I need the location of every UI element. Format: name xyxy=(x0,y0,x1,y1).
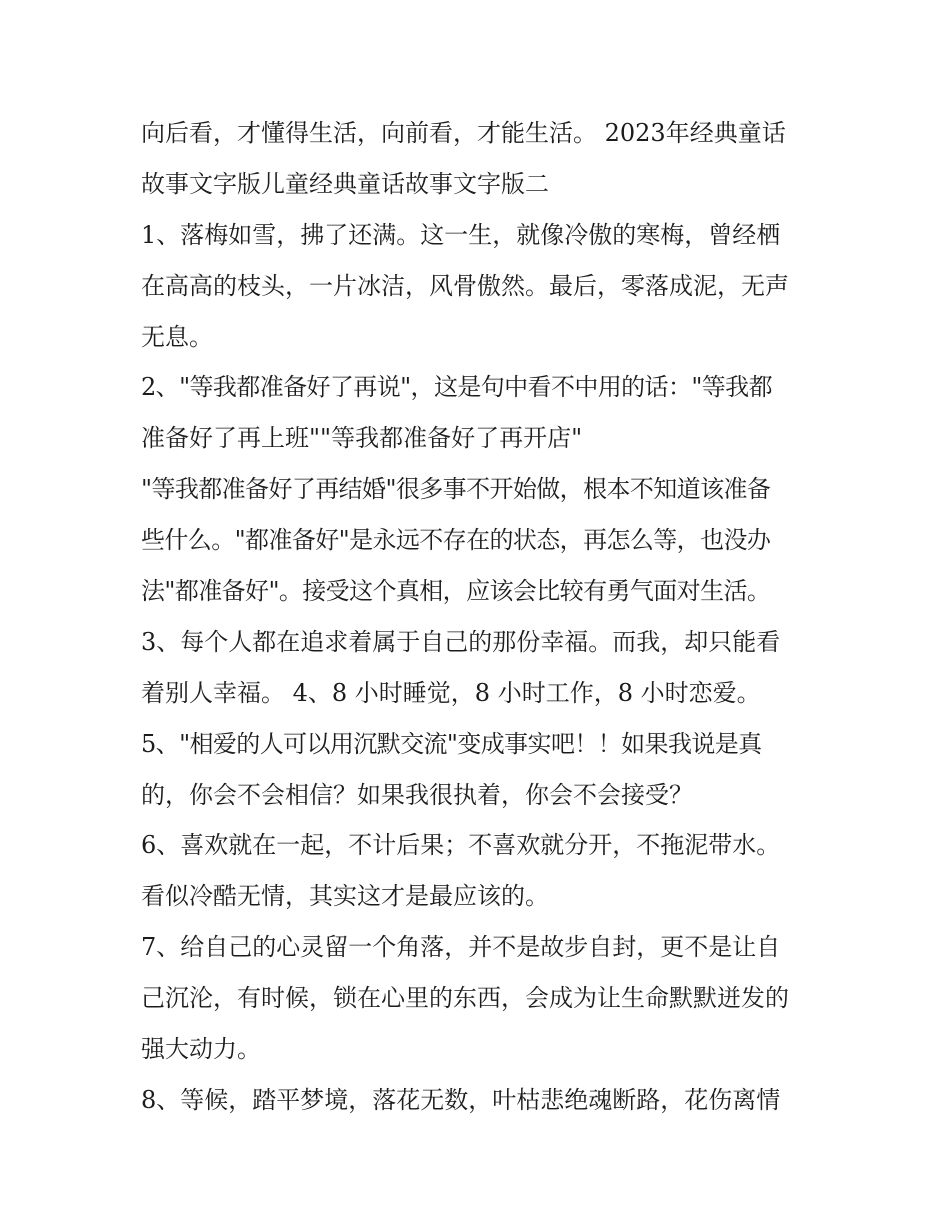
text-line-13: 5、"相爱的人可以用沉默交流"变成事实吧！！如果我说是真 xyxy=(141,729,762,758)
text-line-11: 3、每个人都在追求着属于自己的那份幸福。而我，却只能看 xyxy=(141,627,781,656)
document-body xyxy=(141,108,821,1126)
text-line-17: 7、给自己的心灵留一个角落，并不是故步自封，更不是让自 xyxy=(141,933,781,962)
text-line-19: 强大动力。 xyxy=(141,1035,261,1064)
text-line-5: 无息。 xyxy=(141,322,213,351)
text-line-3: 1、落梅如雪，拂了还满。这一生，就像冷傲的寒梅，曾经栖 xyxy=(141,220,781,249)
text-line-2: 故事文字版儿童经典童话故事文字版二 xyxy=(141,169,549,198)
text-line-20: 8、等候，踏平梦境，落花无数，叶枯悲绝魂断路，花伤离情 xyxy=(141,1085,781,1114)
text-line-15: 6、喜欢就在一起，不计后果；不喜欢就分开，不拖泥带水。 xyxy=(141,831,781,860)
text-line-7: 准备好了再上班""等我都准备好了再开店" xyxy=(141,424,583,453)
text-line-14: 的，你会不会相信？如果我很执着，你会不会接受？ xyxy=(141,780,693,809)
text-line-10: 法"都准备好"。接受这个真相，应该会比较有勇气面对生活。 xyxy=(141,577,771,606)
text-line-18: 己沉沦，有时候，锁在心里的东西，会成为让生命默默迸发的 xyxy=(141,984,789,1013)
text-line-16: 看似冷酷无情，其实这才是最应该的。 xyxy=(141,882,549,911)
text-line-9: 些什么。"都准备好"是永远不存在的状态，再怎么等，也没办 xyxy=(141,526,771,555)
text-line-8: "等我都准备好了再结婚"很多事不开始做，根本不知道该准备 xyxy=(141,475,771,504)
text-line-12: 着别人幸福。 4、8 小时睡觉，8 小时工作，8 小时恋爱。 xyxy=(141,678,761,707)
text-line-6: 2、"等我都准备好了再说"，这是句中看不中用的话："等我都 xyxy=(141,373,772,402)
text-line-4: 在高高的枝头，一片冰洁，风骨傲然。最后，零落成泥，无声 xyxy=(141,271,789,300)
text-line-1: 向后看，才懂得生活，向前看，才能生活。 2023年经典童话 xyxy=(141,119,786,147)
